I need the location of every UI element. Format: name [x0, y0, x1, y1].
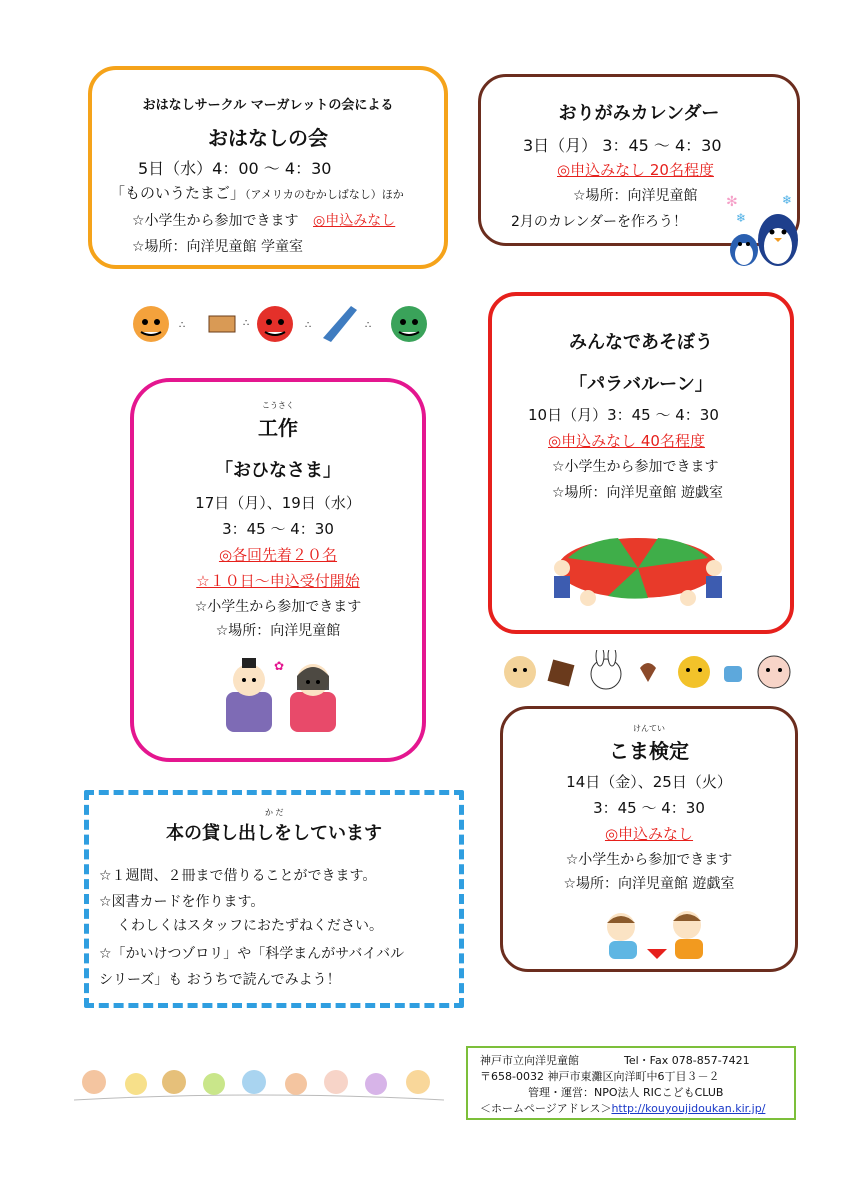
koma-box	[500, 706, 798, 972]
homepage-link[interactable]: http://kouyoujidoukan.kir.jp/	[611, 1102, 766, 1115]
origami-note: 2月のカレンダーを作ろう！	[511, 214, 687, 230]
ohanashi-book: 「ものいうたまご」	[110, 184, 246, 202]
ohanashi-apply: ◎申込みなし	[313, 213, 396, 229]
footer-hp	[480, 1100, 765, 1116]
asobou-title: みんなであそぼう	[569, 332, 713, 353]
ohanashi-title: おはなしの会	[208, 126, 328, 150]
books-box	[84, 790, 464, 1008]
animals-sweets-illustration	[498, 650, 798, 694]
animal-parade-illustration	[74, 1060, 444, 1106]
footer-address: 〒658-0032 神戸市東灘区向洋町中6丁目３－２	[480, 1070, 720, 1083]
books-title: 本の貸し出しをしています	[166, 823, 382, 844]
koma-title: こま検定	[609, 739, 689, 763]
koma-ruby: けんてい	[633, 724, 665, 733]
kousaku-dates: 17日（月）、19日（水）	[195, 494, 361, 512]
ohanashi-target: ☆小学生から参加できます	[132, 213, 299, 229]
books-line3: くわしくはスタッフにおたずねください。	[117, 918, 383, 934]
books-line2: ☆図書カードを作ります。	[99, 894, 265, 910]
footer-name: 神戸市立向洋児童館	[480, 1054, 579, 1067]
origami-title: おりがみカレンダー	[558, 103, 720, 124]
ohanashi-box	[88, 66, 448, 269]
ohanashi-book-line	[110, 182, 404, 203]
hina-dolls-illustration	[216, 650, 346, 734]
asobou-subtitle: 「パラバルーン」	[569, 374, 713, 395]
svg-text:❄: ❄	[782, 193, 793, 207]
footer-manage: 管理・運営：NPO法人 RICこどもCLUB	[528, 1086, 724, 1099]
kousaku-ruby: こうさく	[262, 401, 294, 410]
koma-kids-illustration	[591, 905, 717, 965]
svg-text:∴: ∴	[365, 320, 372, 331]
koma-apply: ◎申込みなし	[604, 825, 694, 843]
ohanashi-datetime: 5日（水）4：00 ～ 4：30	[138, 159, 332, 178]
ohanashi-book-note: （アメリカのむかしばなし）ほか	[245, 188, 404, 201]
asobou-box	[488, 292, 794, 634]
kousaku-capacity: ◎各回先着２０名	[218, 546, 338, 564]
asobou-datetime: 10日（月）3：45 ～ 4：30	[528, 406, 719, 424]
svg-text:∴: ∴	[243, 318, 250, 329]
koma-place: ☆場所：向洋児童館 遊戯室	[563, 876, 735, 892]
footer-tel: Tel・Fax 078-857-7421	[624, 1054, 750, 1067]
kousaku-reception: ☆１０日～申込受付開始	[196, 572, 360, 590]
penguins-illustration	[722, 188, 804, 272]
kousaku-subtitle: 「おひなさま」	[215, 460, 341, 481]
svg-text:∴: ∴	[179, 320, 186, 331]
asobou-apply: ◎申込みなし 40名程度	[548, 432, 705, 450]
koma-time: 3：45 ～ 4：30	[593, 799, 705, 817]
books-line4: ☆「かいけつゾロリ」や「科学まんがサバイバル	[99, 946, 405, 962]
parachute-illustration	[548, 528, 728, 616]
footer-info-box	[466, 1046, 796, 1120]
svg-text:∴: ∴	[305, 320, 312, 331]
ohanashi-intro: おはなしサークル マーガレットの会による	[142, 98, 394, 113]
origami-apply: ◎申込みなし 20名程度	[557, 161, 714, 179]
asobou-place: ☆場所：向洋児童館 遊戯室	[552, 485, 724, 501]
svg-text:✻: ✻	[726, 194, 738, 210]
footer-hp-label: ＜ホームページアドレス＞	[480, 1102, 612, 1115]
koma-target: ☆小学生から参加できます	[565, 852, 733, 868]
kousaku-title: 工作	[258, 416, 298, 440]
origami-datetime: 3日（月） 3：45 ～ 4：30	[523, 136, 722, 155]
svg-text:✿: ✿	[274, 659, 285, 673]
koma-dates: 14日（金）、25日（火）	[566, 773, 732, 791]
svg-text:❄: ❄	[736, 211, 747, 225]
asobou-target: ☆小学生から参加できます	[552, 459, 719, 475]
kousaku-time: 3：45 ～ 4：30	[222, 520, 334, 538]
books-line5: シリーズ」も おうちで読んでみよう！	[99, 972, 341, 988]
kousaku-target: ☆小学生から参加できます	[194, 599, 362, 615]
ohanashi-place: ☆場所：向洋児童館 学童室	[132, 239, 304, 255]
kousaku-place: ☆場所：向洋児童館	[215, 623, 341, 639]
kousaku-box	[130, 378, 426, 762]
oni-setsubun-illustration	[125, 296, 445, 350]
origami-place: ☆場所：向洋児童館	[573, 188, 698, 204]
books-line1: ☆１週間、２冊まで借りることができます。	[99, 868, 377, 884]
ohanashi-target-line	[132, 210, 395, 230]
books-ruby: か だ	[265, 808, 284, 817]
